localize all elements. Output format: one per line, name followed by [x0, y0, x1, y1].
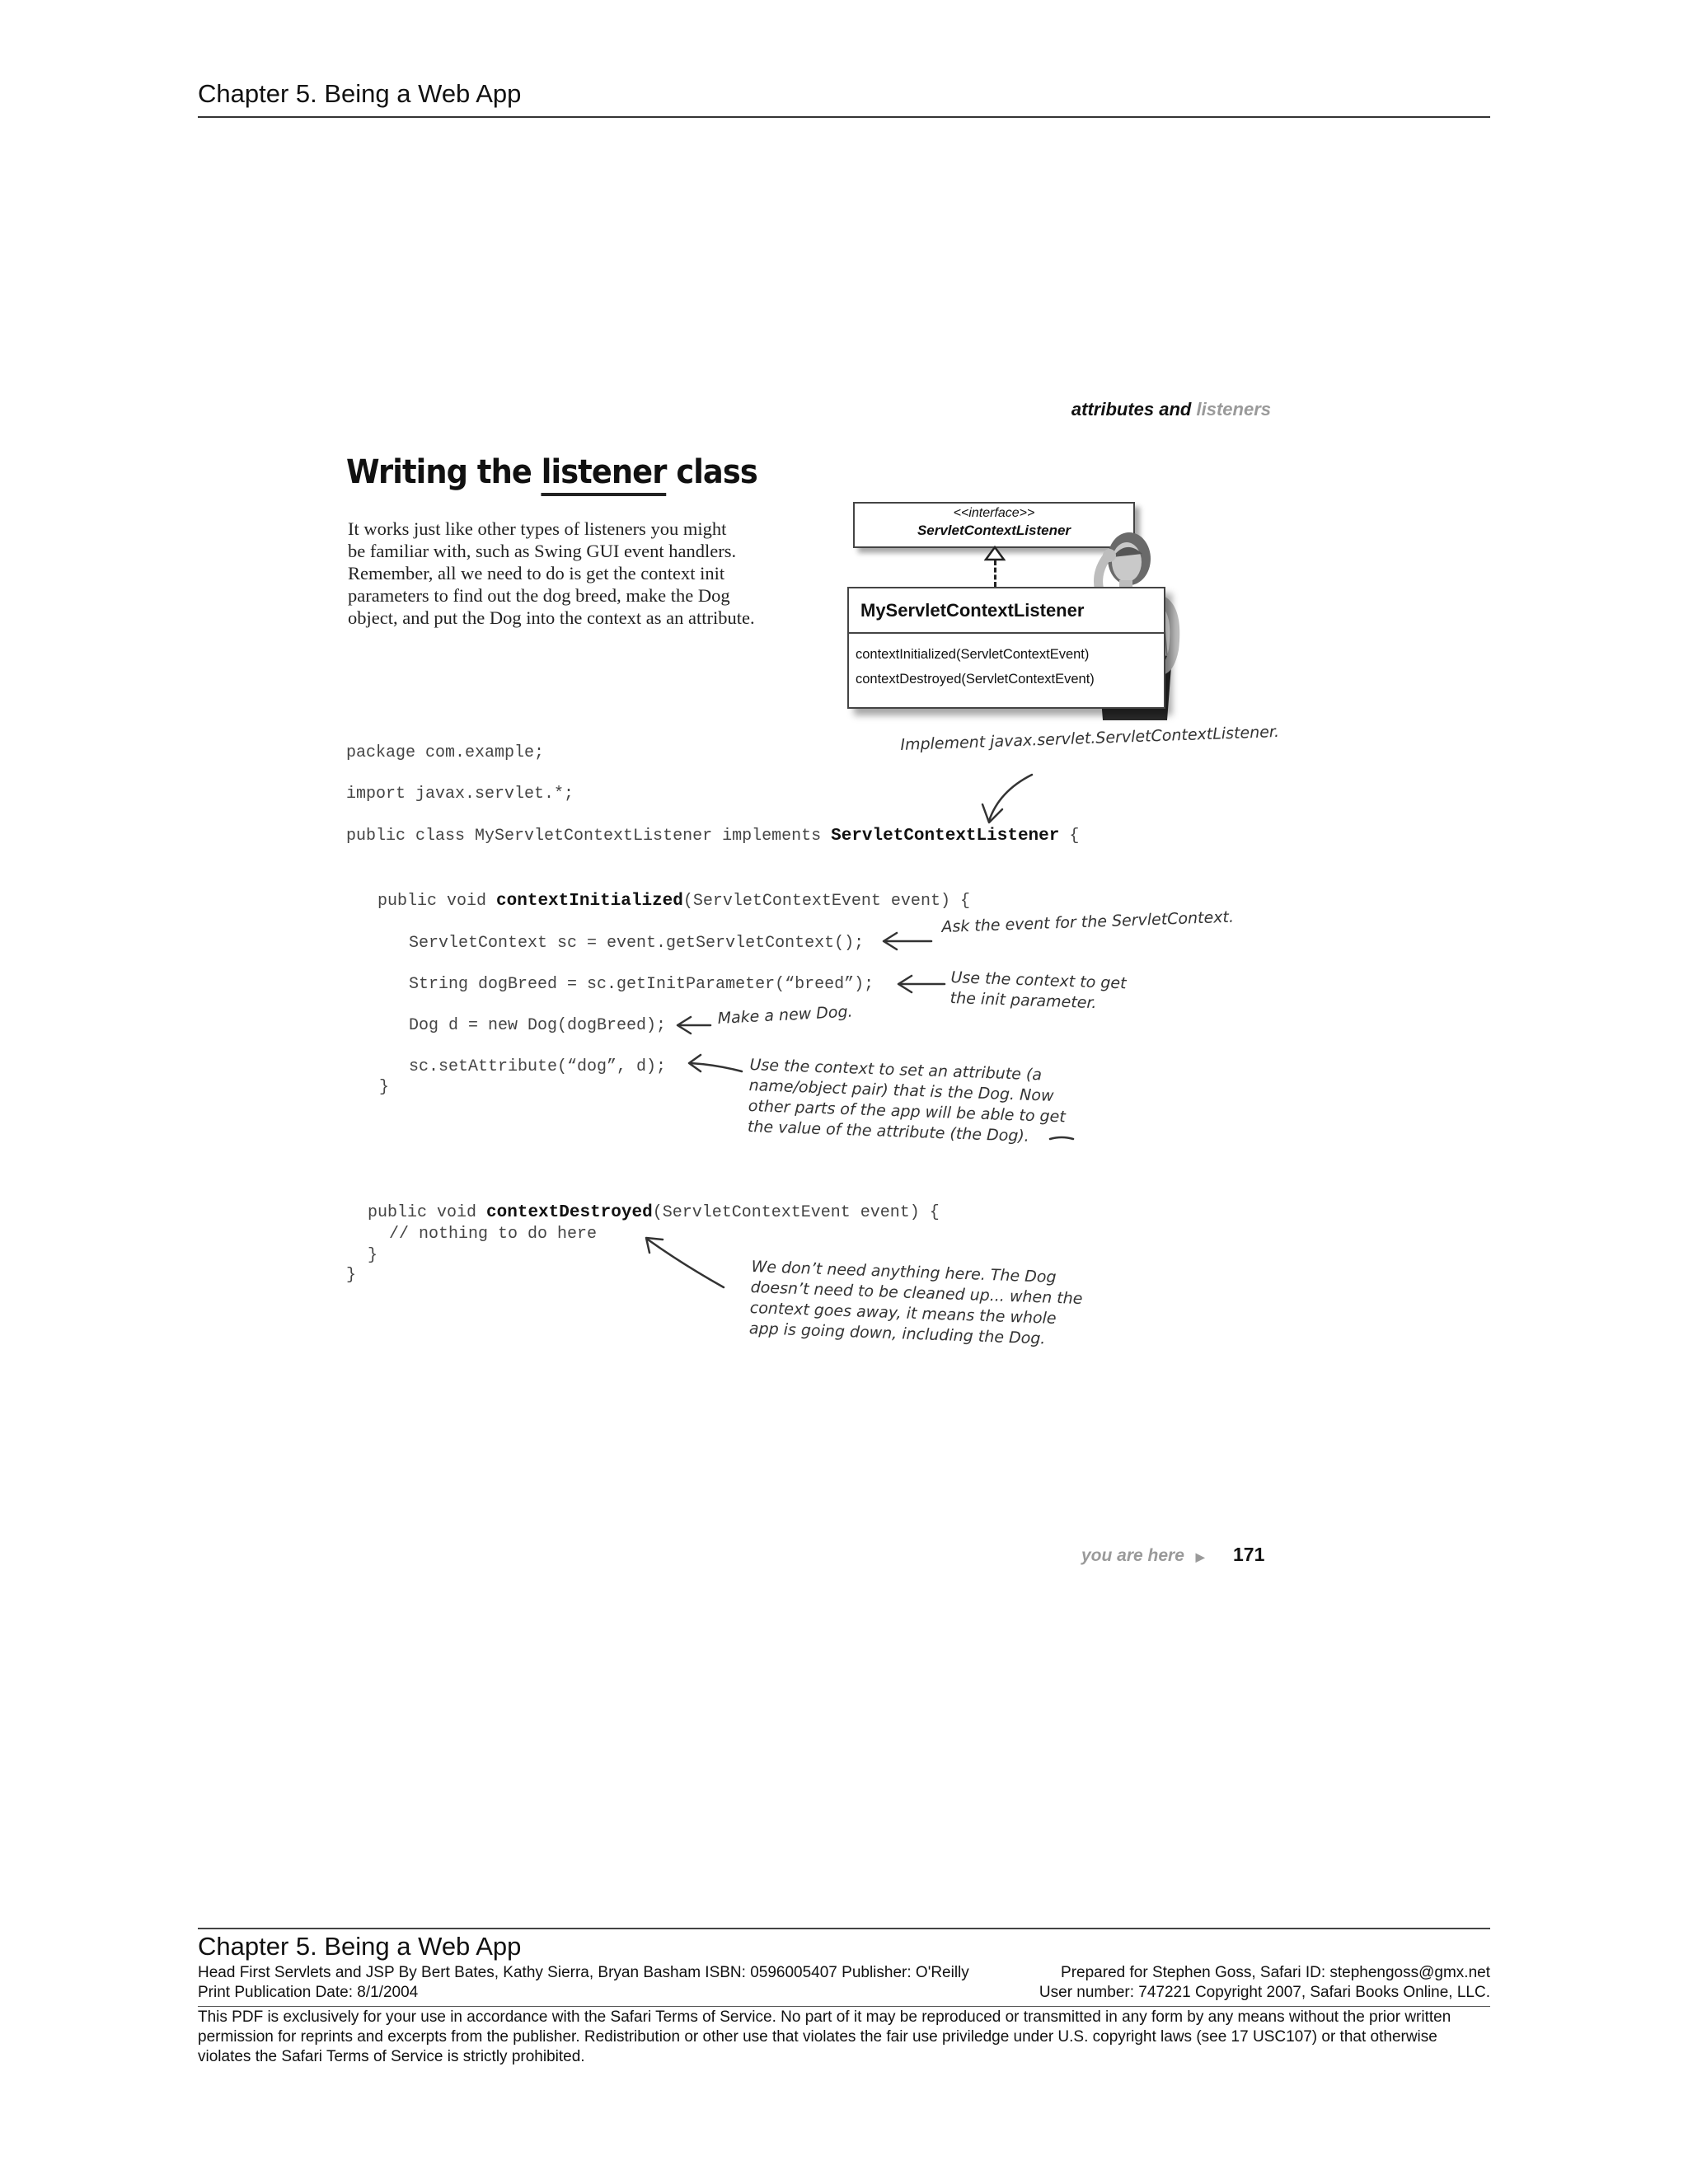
code-class-decl: public class MyServletContextListener implements — [346, 827, 822, 846]
code-close-class: } — [346, 1266, 357, 1285]
code-line-attr: sc.setAttribute(“dog”, d); — [409, 1057, 667, 1076]
code-line-dog: Dog d = new Dog(dogBreed); — [409, 1016, 667, 1035]
uml-class-name: MyServletContextListener — [849, 588, 1164, 634]
uml-interface-name: ServletContextListener — [917, 523, 1071, 538]
intro-line: It works just like other types of listeners you might — [348, 518, 727, 539]
you-are-here-text: you are here — [1081, 1546, 1184, 1565]
footer-user-number: User number: 747221 Copyright 2007, Safari Books Online, LLC. — [1039, 1984, 1490, 2001]
code-close-brace: } — [379, 1078, 390, 1097]
intro-line: parameters to find out the dog breed, make the Dog — [348, 585, 730, 606]
footer-divider-2 — [198, 2006, 1490, 2007]
code-init-suffix: (ServletContextEvent event) { — [682, 892, 970, 911]
footer-book-info: Head First Servlets and JSP By Bert Bates, Kathy Sierra, Bryan Basham ISBN: 0596005407 Publisher: O'Reilly — [198, 1964, 969, 1981]
uml-method: contextDestroyed(ServletContextEvent) — [856, 672, 1095, 687]
uml-stereotype: <<interface>> — [953, 506, 1035, 520]
code-import: import javax.servlet.*; — [346, 785, 574, 804]
code-class-open: { — [1059, 827, 1080, 846]
footer-pub-date: Print Publication Date: 8/1/2004 — [198, 1984, 419, 2001]
code-line-breed: String dogBreed = sc.getInitParameter(“breed”); — [409, 975, 874, 994]
code-destroy-prefix: public void — [368, 1203, 477, 1222]
footer-prepared-for: Prepared for Stephen Goss, Safari ID: stephengoss@gmx.net — [1061, 1964, 1490, 1981]
running-head-part2: listeners — [1196, 399, 1271, 419]
footer-legal-notice: This PDF is exclusively for your use in accordance with the Safari Terms of Service. No part of it may be reproduced or transmitted in any form by any means without the prior written permission for reprints and excerpts from the publisher. Redistribution or other use that violates the fair use priviledge under U.S. copyright laws (see 17 USC107) or that otherwise violates the Safari Terms of Service is strictly prohibited. — [198, 2008, 1451, 2065]
code-class-iface: ServletContextListener — [831, 827, 1060, 846]
annotation-make-dog: Make a new Dog. — [717, 1002, 854, 1028]
annotation-set-attribute: Use the context to set an attribute (a name/object pair) that is the Dog. Now other parts of the app will be able to get the value of the attribute (the Dog). — [747, 1055, 1067, 1146]
code-package: package com.example; — [346, 743, 545, 762]
running-head-part1: attributes and — [1071, 399, 1192, 419]
uml-method: contextInitialized(ServletContextEvent) — [856, 647, 1090, 662]
annotation-ask-event: Ask the event for the ServletContext. — [941, 907, 1235, 936]
intro-line: Remember, all we need to do is get the context init — [348, 563, 725, 583]
play-arrow-icon: ▶ — [1195, 1550, 1205, 1563]
heading-before: Writing the — [346, 453, 532, 491]
annotation-use-context: Use the context to get the init parameter. — [950, 968, 1127, 1013]
footer-chapter-title: Chapter 5. Being a Web App — [198, 1932, 522, 1961]
chapter-header-title: Chapter 5. Being a Web App — [198, 79, 522, 108]
page-number: 171 — [1233, 1544, 1265, 1565]
code-init-prefix: public void — [377, 892, 487, 911]
footer-divider — [198, 1928, 1490, 1929]
annotation-implement: Implement javax.servlet.ServletContextListener. — [900, 722, 1280, 754]
code-destroy-suffix: (ServletContextEvent event) { — [652, 1203, 940, 1222]
annotation-nothing-needed: We don’t need anything here. The Dog doesn’t need to be cleaned up... when the context goes away, it means the whole app is going down, including the Dog. — [748, 1257, 1083, 1348]
code-comment: // nothing to do here — [389, 1225, 598, 1244]
code-line-sc: ServletContext sc = event.getServletContext(); — [409, 934, 865, 953]
heading-underlined: listener — [542, 453, 667, 496]
code-destroy-name: contextDestroyed — [486, 1203, 653, 1222]
intro-line: object, and put the Dog into the context as an attribute. — [348, 607, 755, 628]
heading-after: class — [676, 453, 757, 491]
you-are-here-label — [1081, 1546, 1205, 1566]
code-init-name: contextInitialized — [496, 892, 683, 911]
code-close-inner: } — [368, 1246, 378, 1265]
intro-line: be familiar with, such as Swing GUI event handlers. — [348, 541, 737, 561]
